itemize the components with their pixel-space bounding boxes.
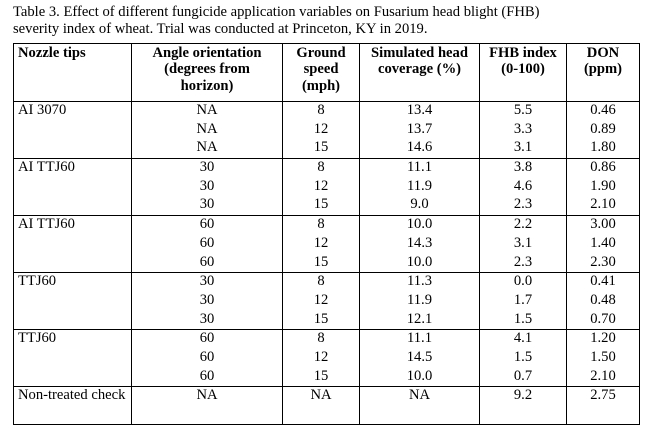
ground-speed-cell: NA [283,387,360,425]
head-coverage-cell: 10.0 [360,368,480,387]
angle-cell: 60 [132,216,283,235]
header-fhb-index: FHB index (0-100) [480,44,567,102]
caption-line-1: Table 3. Effect of different fungicide application variables on Fusarium head blight (FHB) [13,4,540,20]
head-coverage-cell: 14.5 [360,349,480,368]
ground-speed-cell: 8 [283,330,360,349]
caption-line-2: severity index of wheat. Trial was conducted at Princeton, KY in 2019. [13,20,428,37]
angle-cell: NA [132,102,283,121]
fhb-index-cell: 9.2 [480,387,567,425]
ground-speed-cell: 8 [283,216,360,235]
head-coverage-cell: 13.4 [360,102,480,121]
nozzle-tip-cell [14,121,132,140]
fhb-index-cell: 1.7 [480,292,567,311]
ground-speed-cell: 15 [283,139,360,158]
fhb-index-cell: 1.5 [480,349,567,368]
nozzle-tip-cell: AI TTJ60 [14,216,132,235]
angle-cell: 30 [132,273,283,292]
table-row [14,387,640,425]
nozzle-tip-cell [14,368,132,387]
angle-cell: NA [132,121,283,140]
head-coverage-cell: 11.9 [360,178,480,197]
table-row [14,196,640,215]
head-coverage-cell: 14.6 [360,139,480,158]
ground-speed-cell: 12 [283,349,360,368]
table-row [14,349,640,368]
table-row [14,159,640,178]
head-coverage-cell: NA [360,387,480,425]
header-ground-speed: Ground speed (mph) [283,44,360,102]
nozzle-tip-cell [14,349,132,368]
nozzle-tip-cell [14,254,132,273]
fhb-index-cell: 3.3 [480,121,567,140]
header-nozzle-tips: Nozzle tips [14,44,132,102]
fhb-index-cell: 1.5 [480,311,567,330]
angle-cell: 30 [132,311,283,330]
angle-cell: 30 [132,292,283,311]
table-row [14,292,640,311]
don-cell: 0.70 [567,311,640,330]
ground-speed-cell: 8 [283,102,360,121]
nozzle-tip-cell: Non-treated check [14,387,132,425]
don-cell: 2.10 [567,368,640,387]
angle-cell: 30 [132,159,283,178]
don-cell: 2.10 [567,196,640,215]
nozzle-tip-cell [14,292,132,311]
angle-cell: 60 [132,235,283,254]
don-cell: 1.20 [567,330,640,349]
head-coverage-cell: 10.0 [360,216,480,235]
head-coverage-cell: 11.9 [360,292,480,311]
don-cell: 1.90 [567,178,640,197]
angle-cell: 60 [132,330,283,349]
fhb-index-cell: 4.6 [480,178,567,197]
don-cell: 1.50 [567,349,640,368]
nozzle-tip-cell [14,311,132,330]
head-coverage-cell: 11.1 [360,330,480,349]
table-row [14,139,640,158]
don-cell: 0.48 [567,292,640,311]
table-row [14,273,640,292]
ground-speed-cell: 15 [283,311,360,330]
table-row [14,368,640,387]
angle-cell: 30 [132,196,283,215]
table-row [14,254,640,273]
table-row [14,235,640,254]
header-don: DON (ppm) [567,44,640,102]
table-row [14,330,640,349]
don-cell: 0.89 [567,121,640,140]
header-row [14,44,640,102]
angle-cell: 60 [132,368,283,387]
fhb-index-cell: 2.3 [480,254,567,273]
nozzle-tip-cell: TTJ60 [14,273,132,292]
table-row [14,102,640,121]
header-head-coverage: Simulated head coverage (%) [360,44,480,102]
fhb-index-cell: 2.2 [480,216,567,235]
don-cell: 0.86 [567,159,640,178]
fhb-index-cell: 0.0 [480,273,567,292]
fhb-results-table [13,43,640,425]
fhb-index-cell: 4.1 [480,330,567,349]
head-coverage-cell: 10.0 [360,254,480,273]
ground-speed-cell: 12 [283,121,360,140]
ground-speed-cell: 12 [283,235,360,254]
don-cell: 2.30 [567,254,640,273]
table-caption [13,4,643,37]
nozzle-tip-cell [14,139,132,158]
fhb-index-cell: 3.8 [480,159,567,178]
ground-speed-cell: 15 [283,254,360,273]
ground-speed-cell: 15 [283,196,360,215]
angle-cell: 30 [132,178,283,197]
don-cell: 0.41 [567,273,640,292]
header-angle-orientation: Angle orientation (degrees from horizon) [132,44,283,102]
ground-speed-cell: 15 [283,368,360,387]
angle-cell: 60 [132,254,283,273]
head-coverage-cell: 11.1 [360,159,480,178]
nozzle-tip-cell: AI TTJ60 [14,159,132,178]
ground-speed-cell: 12 [283,178,360,197]
don-cell: 0.46 [567,102,640,121]
table-row [14,311,640,330]
nozzle-tip-cell: AI 3070 [14,102,132,121]
head-coverage-cell: 13.7 [360,121,480,140]
table-row [14,121,640,140]
don-cell: 1.40 [567,235,640,254]
angle-cell: 60 [132,349,283,368]
nozzle-tip-cell: TTJ60 [14,330,132,349]
fhb-index-cell: 0.7 [480,368,567,387]
don-cell: 1.80 [567,139,640,158]
fhb-index-cell: 3.1 [480,235,567,254]
angle-cell: NA [132,387,283,425]
angle-cell: NA [132,139,283,158]
table-row [14,178,640,197]
head-coverage-cell: 14.3 [360,235,480,254]
head-coverage-cell: 12.1 [360,311,480,330]
fhb-index-cell: 3.1 [480,139,567,158]
ground-speed-cell: 8 [283,273,360,292]
ground-speed-cell: 12 [283,292,360,311]
ground-speed-cell: 8 [283,159,360,178]
fhb-index-cell: 5.5 [480,102,567,121]
don-cell: 2.75 [567,387,640,425]
nozzle-tip-cell [14,235,132,254]
nozzle-tip-cell [14,196,132,215]
head-coverage-cell: 9.0 [360,196,480,215]
don-cell: 3.00 [567,216,640,235]
head-coverage-cell: 11.3 [360,273,480,292]
fhb-index-cell: 2.3 [480,196,567,215]
table-row [14,216,640,235]
nozzle-tip-cell [14,178,132,197]
